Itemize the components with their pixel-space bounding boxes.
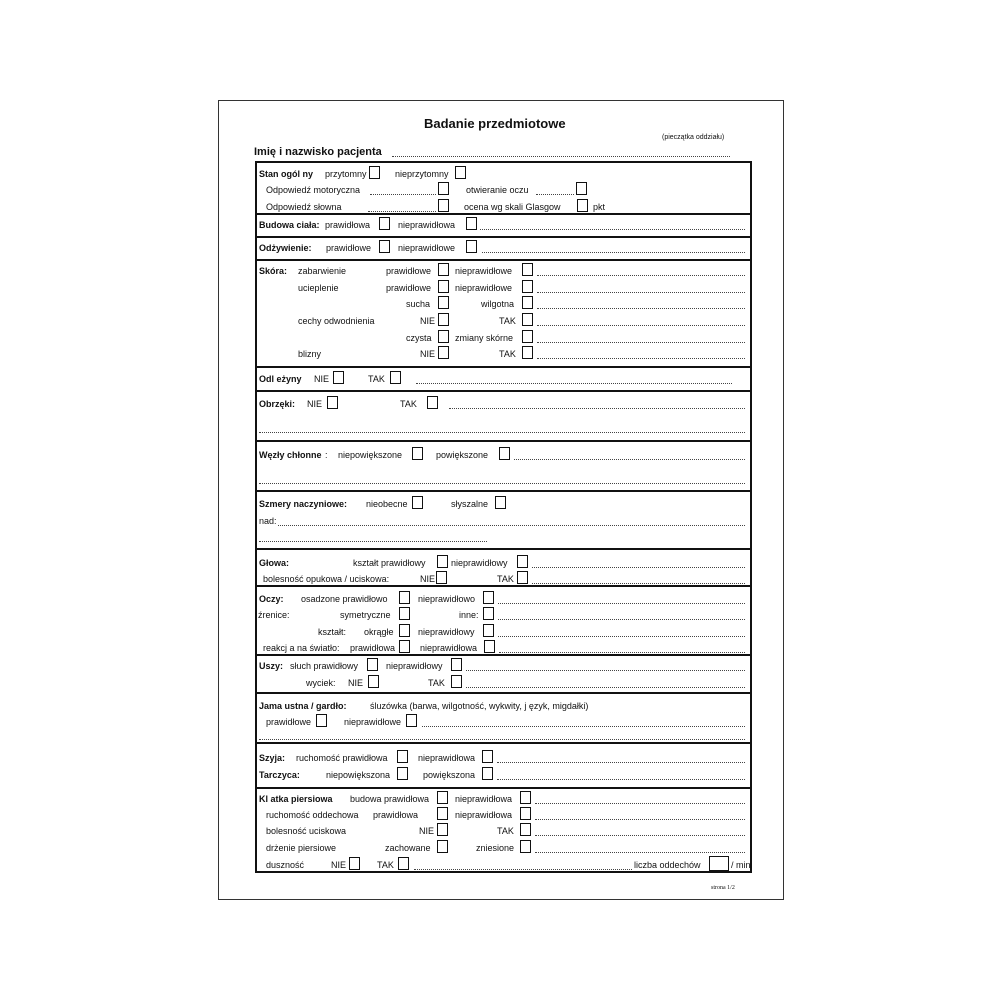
blizny-tak-checkbox[interactable] (522, 346, 533, 359)
glowa-field[interactable] (532, 567, 745, 568)
liczba-oddechow-label: liczba oddechów (634, 860, 701, 870)
wyciek-nie-checkbox[interactable] (368, 675, 379, 688)
ucieplenie-label: ucieplenie (298, 283, 339, 293)
szyja-a-label: ruchomość prawidłowa (296, 753, 388, 763)
odlezyny-tak-label: TAK (368, 374, 385, 384)
nad-label: nad: (259, 516, 277, 526)
wezly-label: Węzły chłonne (259, 450, 322, 460)
reakcja-praw-label: prawidłowa (350, 643, 396, 653)
skora-praw-label: prawidłowe (386, 266, 432, 276)
wezly-field[interactable] (514, 459, 745, 460)
oczy-a-checkbox[interactable] (399, 591, 410, 604)
patient-name-field[interactable] (392, 156, 730, 157)
dusznosc-nie-label: NIE (331, 860, 347, 870)
zab-nieprawe-checkbox[interactable] (522, 263, 533, 276)
nieprawidlowy-checkbox[interactable] (483, 624, 494, 637)
section-divider (255, 548, 752, 550)
uszy-b-checkbox[interactable] (451, 658, 462, 671)
tak-label: TAK (499, 349, 516, 359)
uszy-a-checkbox[interactable] (367, 658, 378, 671)
symetryczne-checkbox[interactable] (399, 607, 410, 620)
section-divider (255, 787, 752, 789)
szyja-b-checkbox[interactable] (482, 750, 493, 763)
glowa-field-2[interactable] (532, 583, 745, 584)
odlezyny-nie-label: NIE (314, 374, 330, 384)
odlezyny-label: Odl eżyny (259, 374, 302, 384)
glowa-nie-label: NIE (420, 574, 436, 584)
motor-label: Odpowiedź motoryczna (266, 185, 361, 195)
motor-field[interactable] (370, 194, 436, 195)
nad-field-2[interactable] (259, 541, 487, 542)
bolesnosc-label: bolesność uciskowa (266, 826, 347, 836)
klatka-nieprawidlowa-checkbox[interactable] (520, 791, 531, 804)
okragle-label: okrągłe (364, 627, 394, 637)
tarczyca-b-checkbox[interactable] (482, 767, 493, 780)
obrzeki-field[interactable] (449, 408, 745, 409)
ociep-field[interactable] (537, 292, 745, 293)
section-divider (255, 213, 752, 215)
ruchomosc-field[interactable] (535, 819, 745, 820)
nad-field[interactable] (278, 525, 745, 526)
nie-label: NIE (420, 349, 436, 359)
wyciek-tak-label: TAK (428, 678, 445, 688)
symetryczne-label: symetryczne (340, 610, 391, 620)
glowa-a-label: kształt prawidłowy (353, 558, 426, 568)
tarczyca-a-checkbox[interactable] (397, 767, 408, 780)
skora-label: Skóra: (259, 266, 288, 276)
reakcja-praw-checkbox[interactable] (399, 640, 410, 653)
glowa-b-label: nieprawidłowy (451, 558, 508, 568)
ruchomosc-praw-label: prawidłowa (373, 810, 419, 820)
slowna-field[interactable] (368, 211, 436, 212)
jama-a-checkbox[interactable] (316, 714, 327, 727)
ruchomosc-nieprawidlowa-label: nieprawidłowa (455, 810, 513, 820)
wyciek-nie-label: NIE (348, 678, 364, 688)
klatka-label: Kl atka piersiowa (259, 794, 333, 804)
wezly-b-checkbox[interactable] (499, 447, 510, 460)
wyciek-label: wyciek: (306, 678, 336, 688)
obrzeki-nie-checkbox[interactable] (327, 396, 338, 409)
tarczyca-field[interactable] (497, 779, 745, 780)
wezly-b-label: powiększone (436, 450, 489, 460)
odzywienie-a-checkbox[interactable] (379, 240, 390, 253)
okragle-checkbox[interactable] (399, 624, 410, 637)
bolesnosc-nie-label: NIE (419, 826, 435, 836)
cechy-tak-checkbox[interactable] (522, 313, 533, 326)
motor-box[interactable] (438, 182, 449, 195)
drzenie-label: drżenie piersiowe (266, 843, 337, 853)
uszy-label: Uszy: (259, 661, 284, 671)
czysta-checkbox[interactable] (438, 330, 449, 343)
tak-label: TAK (499, 316, 516, 326)
dusznosc-field[interactable] (414, 869, 632, 870)
patient-name-label: Imię i nazwisko pacjenta (254, 146, 382, 158)
reakcja-nieprawidlowa-label: nieprawidłowa (420, 643, 478, 653)
zab-praw-checkbox[interactable] (438, 263, 449, 276)
jama-a-label: prawidłowe (266, 717, 312, 727)
czysta-label: czysta (406, 333, 432, 343)
bolesnosc-nie-checkbox[interactable] (437, 823, 448, 836)
glowa-tak-checkbox[interactable] (517, 571, 528, 584)
zmiany-field[interactable] (537, 342, 745, 343)
section-divider (255, 236, 752, 238)
jama-field[interactable] (422, 726, 745, 727)
uszy-field[interactable] (466, 670, 745, 671)
jama-label: Jama ustna / gardło: (259, 701, 347, 711)
wyciek-field[interactable] (466, 687, 745, 688)
oczy-open-field[interactable] (536, 194, 574, 195)
wezly-field-2[interactable] (259, 483, 745, 484)
nieprzytomny-checkbox[interactable] (455, 166, 466, 179)
oczy-b-label: nieprawidłowo (418, 594, 476, 604)
klatka-budowa-label: budowa prawidłowa (350, 794, 430, 804)
oczy-field[interactable] (498, 603, 745, 604)
tarczyca-label: Tarczyca: (259, 770, 300, 780)
ksztalt-label: kształt: (318, 627, 347, 637)
odlezyny-field[interactable] (416, 383, 732, 384)
sucha-field[interactable] (537, 308, 745, 309)
wilgotna-label: wilgotna (481, 299, 515, 309)
szyja-field[interactable] (497, 762, 745, 763)
skora-nieprawe-label: nieprawidłowe (455, 283, 513, 293)
klatka-budowa-field[interactable] (535, 803, 745, 804)
budowa-a-checkbox[interactable] (379, 217, 390, 230)
jama-desc: śluzówka (barwa, wilgotność, wykwity, j ęzyk, migdałki) (370, 701, 589, 711)
zniesione-checkbox[interactable] (520, 840, 531, 853)
uszy-a-label: słuch prawidłowy (290, 661, 359, 671)
nie-label: NIE (420, 316, 436, 326)
glowa-a-checkbox[interactable] (437, 555, 448, 568)
skora-praw-label: prawidłowe (386, 283, 432, 293)
zab-field[interactable] (537, 275, 745, 276)
stamp-label: (pieczątka oddziału) (662, 134, 725, 141)
wezly-a-checkbox[interactable] (412, 447, 423, 460)
uszy-b-label: nieprawidłowy (386, 661, 443, 671)
bolesnosc-tak-label: TAK (497, 826, 514, 836)
odzywienie-label: Odżywienie: (259, 243, 312, 253)
budowa-b-checkbox[interactable] (466, 217, 477, 230)
inne-label: inne: (459, 610, 479, 620)
cechy-field[interactable] (537, 325, 745, 326)
zachowane-label: zachowane (385, 843, 431, 853)
section-divider (255, 490, 752, 492)
bolesnosc-tak-checkbox[interactable] (520, 823, 531, 836)
ruchomosc-label: ruchomość oddechowa (266, 810, 359, 820)
oczy-open-label: otwieranie oczu (466, 185, 529, 195)
dusznosc-tak-checkbox[interactable] (398, 857, 409, 870)
ociep-nieprawe-checkbox[interactable] (522, 280, 533, 293)
blizny-nie-checkbox[interactable] (438, 346, 449, 359)
wezly-a-label: niepowiększone (338, 450, 403, 460)
szmery-b-label: słyszalne (451, 499, 489, 509)
section-divider (255, 585, 752, 587)
slowna-box[interactable] (438, 199, 449, 212)
liczba-oddechow-box[interactable] (709, 856, 729, 871)
slowna-label: Odpowiedź słowna (266, 202, 342, 212)
odzywienie-field[interactable] (482, 252, 745, 253)
przytomny-label: przytomny (325, 169, 367, 179)
ksztalt-field[interactable] (498, 636, 745, 637)
ociep-praw-checkbox[interactable] (438, 280, 449, 293)
ruchomosc-praw-checkbox[interactable] (437, 807, 448, 820)
section-divider (255, 259, 752, 261)
budowa-label: Budowa ciała: (259, 220, 320, 230)
tarczyca-b-label: powiększona (423, 770, 476, 780)
budowa-a-label: prawidłowa (325, 220, 371, 230)
obrzeki-tak-checkbox[interactable] (427, 396, 438, 409)
wezly-colon: : (325, 450, 328, 460)
zmiany-label: zmiany skórne (455, 333, 514, 343)
blizny-field[interactable] (537, 358, 745, 359)
inne-checkbox[interactable] (483, 607, 494, 620)
zachowane-checkbox[interactable] (437, 840, 448, 853)
glowa-c-label: bolesność opukowa / uciskowa: (263, 574, 390, 584)
szmery-a-checkbox[interactable] (412, 496, 423, 509)
wilgotna-checkbox[interactable] (522, 296, 533, 309)
jama-b-label: nieprawidłowe (344, 717, 402, 727)
glowa-nie-checkbox[interactable] (436, 571, 447, 584)
klatka-budowa-checkbox[interactable] (437, 791, 448, 804)
page-title: Badanie przedmiotowe (424, 116, 566, 131)
sucha-checkbox[interactable] (438, 296, 449, 309)
reakcja-label: reakcj a na światło: (263, 643, 340, 653)
sucha-label: sucha (406, 299, 431, 309)
drzenie-field[interactable] (535, 852, 745, 853)
przytomny-checkbox[interactable] (369, 166, 380, 179)
section-divider (255, 390, 752, 392)
inne-field[interactable] (498, 619, 745, 620)
odlezyny-tak-checkbox[interactable] (390, 371, 401, 384)
glowa-tak-label: TAK (497, 574, 514, 584)
nieprawidlowy-label: nieprawidłowy (418, 627, 475, 637)
blizny-label: blizny (298, 349, 322, 359)
jama-b-checkbox[interactable] (406, 714, 417, 727)
szmery-b-checkbox[interactable] (495, 496, 506, 509)
section-divider (255, 654, 752, 656)
zrenice-label: źrenice: (258, 610, 290, 620)
per-min-label: / min (731, 860, 751, 870)
obrzeki-tak-label: TAK (400, 399, 417, 409)
oczy-label: Oczy: (259, 594, 284, 604)
section-divider (255, 440, 752, 442)
oczy-open-box[interactable] (576, 182, 587, 195)
glasgow-box[interactable] (577, 199, 588, 212)
section-divider (255, 742, 752, 744)
odzywienie-b-checkbox[interactable] (466, 240, 477, 253)
odzywienie-b-label: nieprawidłowe (398, 243, 456, 253)
section-divider (255, 366, 752, 368)
tarczyca-a-label: niepowiększona (326, 770, 391, 780)
pkt-label: pkt (593, 202, 606, 212)
stan-label: Stan ogól ny (259, 169, 313, 179)
szyja-b-label: nieprawidłowa (418, 753, 476, 763)
dusznosc-label: duszność (266, 860, 305, 870)
zabarwienie-label: zabarwienie (298, 266, 347, 276)
budowa-b-label: nieprawidłowa (398, 220, 456, 230)
ruchomosc-nieprawidlowa-checkbox[interactable] (520, 807, 531, 820)
obrzeki-nie-label: NIE (307, 399, 323, 409)
reakcja-field[interactable] (499, 652, 745, 653)
cechy-nie-checkbox[interactable] (438, 313, 449, 326)
odzywienie-a-label: prawidłowe (326, 243, 372, 253)
oczy-b-checkbox[interactable] (483, 591, 494, 604)
obrzeki-field-2[interactable] (259, 432, 745, 433)
zniesione-label: zniesione (476, 843, 515, 853)
page-number: strona 1/2 (711, 885, 735, 891)
oczy-a-label: osadzone prawidłowo (301, 594, 388, 604)
glasgow-label: ocena wg skali Glasgow (464, 202, 561, 212)
dusznosc-tak-label: TAK (377, 860, 394, 870)
jama-field-2[interactable] (259, 739, 745, 740)
klatka-nieprawidlowa-label: nieprawidłowa (455, 794, 513, 804)
skora-nieprawe-label: nieprawidłowe (455, 266, 513, 276)
szmery-label: Szmery naczyniowe: (259, 499, 348, 509)
reakcja-nieprawidlowa-checkbox[interactable] (484, 640, 495, 653)
obrzeki-label: Obrzęki: (259, 399, 296, 409)
section-divider (255, 692, 752, 694)
zmiany-checkbox[interactable] (522, 330, 533, 343)
szyja-label: Szyja: (259, 753, 286, 763)
szyja-a-checkbox[interactable] (397, 750, 408, 763)
wyciek-tak-checkbox[interactable] (451, 675, 462, 688)
glowa-b-checkbox[interactable] (517, 555, 528, 568)
glowa-label: Głowa: (259, 558, 290, 568)
budowa-field[interactable] (480, 229, 745, 230)
nieprzytomny-label: nieprzytomny (395, 169, 449, 179)
szmery-a-label: nieobecne (366, 499, 408, 509)
odlezyny-nie-checkbox[interactable] (333, 371, 344, 384)
dusznosc-nie-checkbox[interactable] (349, 857, 360, 870)
bolesnosc-field[interactable] (535, 835, 745, 836)
cechy-label: cechy odwodnienia (298, 316, 375, 326)
